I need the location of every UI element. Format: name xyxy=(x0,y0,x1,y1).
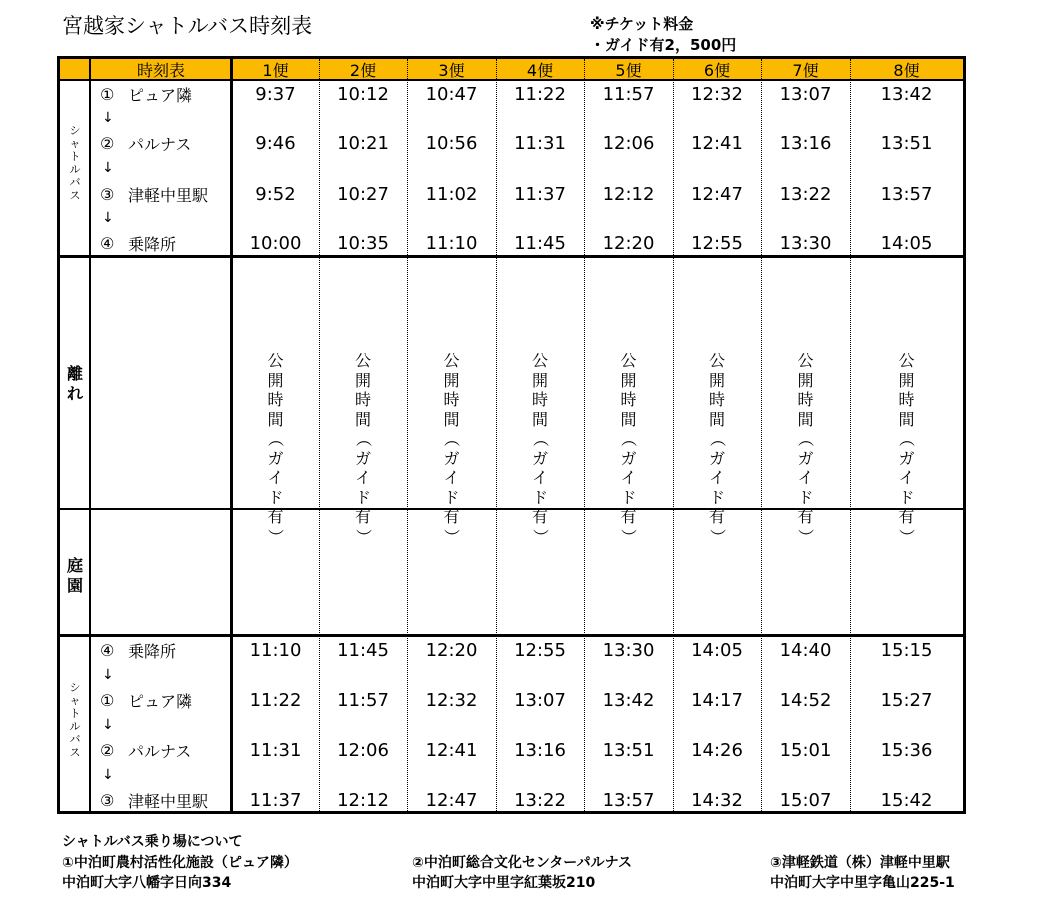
trip-header: 7便 xyxy=(792,60,819,80)
arrow-down-icon: ↓ xyxy=(102,767,114,783)
departure-time: 13:07 xyxy=(514,689,566,711)
departure-time: 15:36 xyxy=(880,739,933,761)
boarding-place-name: ③津軽鉄道（株）津軽中里駅 xyxy=(770,855,950,871)
tour-hours-text: 公 開 時 間 （ ガ イ ド 有 ） xyxy=(353,351,373,545)
tour-hours-text: 公 開 時 間 （ ガ イ ド 有 ） xyxy=(707,351,727,545)
section-label-shuttle-return: シ ャ ト ル バ ス xyxy=(69,681,81,759)
departure-time: 14:17 xyxy=(691,689,743,711)
departure-time: 15:07 xyxy=(779,789,832,811)
departure-time: 13:07 xyxy=(779,83,832,105)
departure-time: 11:45 xyxy=(337,639,389,661)
tour-hours-text: 公 開 時 間 （ ガ イ ド 有 ） xyxy=(796,351,816,545)
departure-time: 13:22 xyxy=(779,183,832,205)
trip-header: 8便 xyxy=(893,60,920,80)
departure-time: 10:21 xyxy=(337,132,389,154)
departure-time: 10:27 xyxy=(337,183,389,205)
departure-time: 12:47 xyxy=(691,183,743,205)
boarding-place-name: ②中泊町総合文化センターパルナス xyxy=(412,855,633,871)
departure-time: 11:02 xyxy=(425,183,478,205)
stop-name: 乗降所 xyxy=(128,234,177,254)
departure-time: 11:10 xyxy=(249,639,302,661)
label-divider xyxy=(60,508,90,510)
departure-time: 12:12 xyxy=(337,789,389,811)
departure-time: 11:37 xyxy=(249,789,302,811)
departure-time: 14:40 xyxy=(779,639,832,661)
v-rule xyxy=(89,59,91,811)
departure-time: 13:30 xyxy=(602,639,655,661)
stop-number: ② xyxy=(100,740,115,760)
departure-time: 11:37 xyxy=(514,183,566,205)
tour-hours-text: 公 開 時 間 （ ガ イ ド 有 ） xyxy=(266,351,286,545)
departure-time: 12:06 xyxy=(602,132,655,154)
timetable xyxy=(57,56,966,814)
arrow-down-icon: ↓ xyxy=(102,667,114,683)
stop-number: ④ xyxy=(100,233,115,253)
departure-time: 15:01 xyxy=(779,739,832,761)
ticket-price-heading: ※チケット料金 xyxy=(590,15,694,33)
departure-time: 10:35 xyxy=(337,232,389,254)
departure-time: 13:51 xyxy=(880,132,933,154)
arrow-down-icon: ↓ xyxy=(102,160,114,176)
section-label-hanare: 離 れ xyxy=(66,364,83,403)
departure-time: 11:57 xyxy=(602,83,655,105)
trip-header: 2便 xyxy=(349,60,377,80)
departure-time: 12:20 xyxy=(425,639,478,661)
departure-time: 10:47 xyxy=(425,83,478,105)
arrow-down-icon: ↓ xyxy=(102,210,114,226)
departure-time: 12:55 xyxy=(514,639,566,661)
stop-number: ① xyxy=(100,84,115,104)
departure-time: 11:31 xyxy=(514,132,566,154)
stop-number: ③ xyxy=(100,184,115,204)
stop-name: 乗降所 xyxy=(128,641,177,661)
departure-time: 12:32 xyxy=(691,83,743,105)
departure-time: 10:12 xyxy=(337,83,389,105)
departure-time: 14:52 xyxy=(779,689,832,711)
stop-number: ② xyxy=(100,133,115,153)
departure-time: 13:16 xyxy=(779,132,832,154)
h-rule xyxy=(60,255,963,258)
stop-name: パルナス xyxy=(128,741,192,761)
departure-time: 12:06 xyxy=(337,739,389,761)
departure-time: 11:22 xyxy=(249,689,302,711)
stop-name: ピュア隣 xyxy=(128,691,193,711)
departure-time: 12:32 xyxy=(425,689,478,711)
trip-header: 1便 xyxy=(262,60,289,80)
boarding-place-address: 中泊町大字中里字亀山225-1 xyxy=(770,875,955,891)
departure-time: 14:05 xyxy=(691,639,743,661)
departure-time: 12:41 xyxy=(425,739,478,761)
departure-time: 11:57 xyxy=(337,689,389,711)
departure-time: 11:45 xyxy=(514,232,566,254)
trip-header: 5便 xyxy=(615,60,642,80)
tour-hours-text: 公 開 時 間 （ ガ イ ド 有 ） xyxy=(530,351,550,545)
departure-time: 11:31 xyxy=(249,739,302,761)
departure-time: 14:05 xyxy=(880,232,933,254)
departure-time: 10:00 xyxy=(249,232,302,254)
stop-name: 津軽中里駅 xyxy=(128,185,209,205)
departure-time: 13:30 xyxy=(779,232,832,254)
header-label: 時刻表 xyxy=(136,60,185,80)
departure-time: 10:56 xyxy=(425,132,478,154)
h-rule xyxy=(60,634,963,637)
boarding-place-name: ①中泊町農村活性化施設（ピュア隣） xyxy=(62,855,298,871)
departure-time: 13:42 xyxy=(602,689,655,711)
trip-header: 3便 xyxy=(438,60,465,80)
departure-time: 11:22 xyxy=(514,83,566,105)
arrow-down-icon: ↓ xyxy=(102,110,114,126)
trip-header: 6便 xyxy=(703,60,731,80)
departure-time: 13:42 xyxy=(880,83,933,105)
boarding-notes-heading: シャトルバス乗り場について xyxy=(62,834,243,850)
departure-time: 13:51 xyxy=(602,739,655,761)
stop-number: ③ xyxy=(100,790,115,810)
h-rule xyxy=(60,508,963,510)
departure-time: 15:15 xyxy=(880,639,933,661)
departure-time: 14:32 xyxy=(691,789,743,811)
departure-time: 15:42 xyxy=(880,789,933,811)
departure-time: 15:27 xyxy=(880,689,933,711)
departure-time: 13:22 xyxy=(514,789,566,811)
stop-name: 津軽中里駅 xyxy=(128,791,209,811)
stop-number: ④ xyxy=(100,640,115,660)
departure-time: 12:55 xyxy=(691,232,743,254)
tour-hours-text: 公 開 時 間 （ ガ イ ド 有 ） xyxy=(442,351,462,545)
departure-time: 14:26 xyxy=(691,739,743,761)
departure-time: 13:16 xyxy=(514,739,566,761)
boarding-place-address: 中泊町大字中里字紅葉坂210 xyxy=(412,875,596,891)
departure-time: 12:12 xyxy=(602,183,655,205)
page-title: 宮越家シャトルバス時刻表 xyxy=(62,14,313,38)
stop-number: ① xyxy=(100,690,115,710)
tour-hours-text: 公 開 時 間 （ ガ イ ド 有 ） xyxy=(897,351,917,545)
departure-time: 13:57 xyxy=(880,183,933,205)
section-label-shuttle: シ ャ ト ル バ ス xyxy=(69,124,81,202)
departure-time: 9:46 xyxy=(255,132,296,154)
ticket-price-guide: ・ガイド有2，500円 xyxy=(590,36,737,54)
stop-name: ピュア隣 xyxy=(128,85,193,105)
tour-hours-text: 公 開 時 間 （ ガ イ ド 有 ） xyxy=(619,351,639,545)
arrow-down-icon: ↓ xyxy=(102,717,114,733)
departure-time: 9:37 xyxy=(255,83,296,105)
departure-time: 13:57 xyxy=(602,789,655,811)
departure-time: 12:41 xyxy=(691,132,743,154)
departure-time: 11:10 xyxy=(425,232,478,254)
stop-name: パルナス xyxy=(128,134,192,154)
departure-time: 12:20 xyxy=(602,232,655,254)
h-rule xyxy=(60,79,963,81)
boarding-place-address: 中泊町大字八幡字日向334 xyxy=(62,875,232,891)
trip-header: 4便 xyxy=(526,60,554,80)
section-label-garden: 庭 園 xyxy=(66,556,83,595)
departure-time: 9:52 xyxy=(255,183,296,205)
departure-time: 12:47 xyxy=(425,789,478,811)
